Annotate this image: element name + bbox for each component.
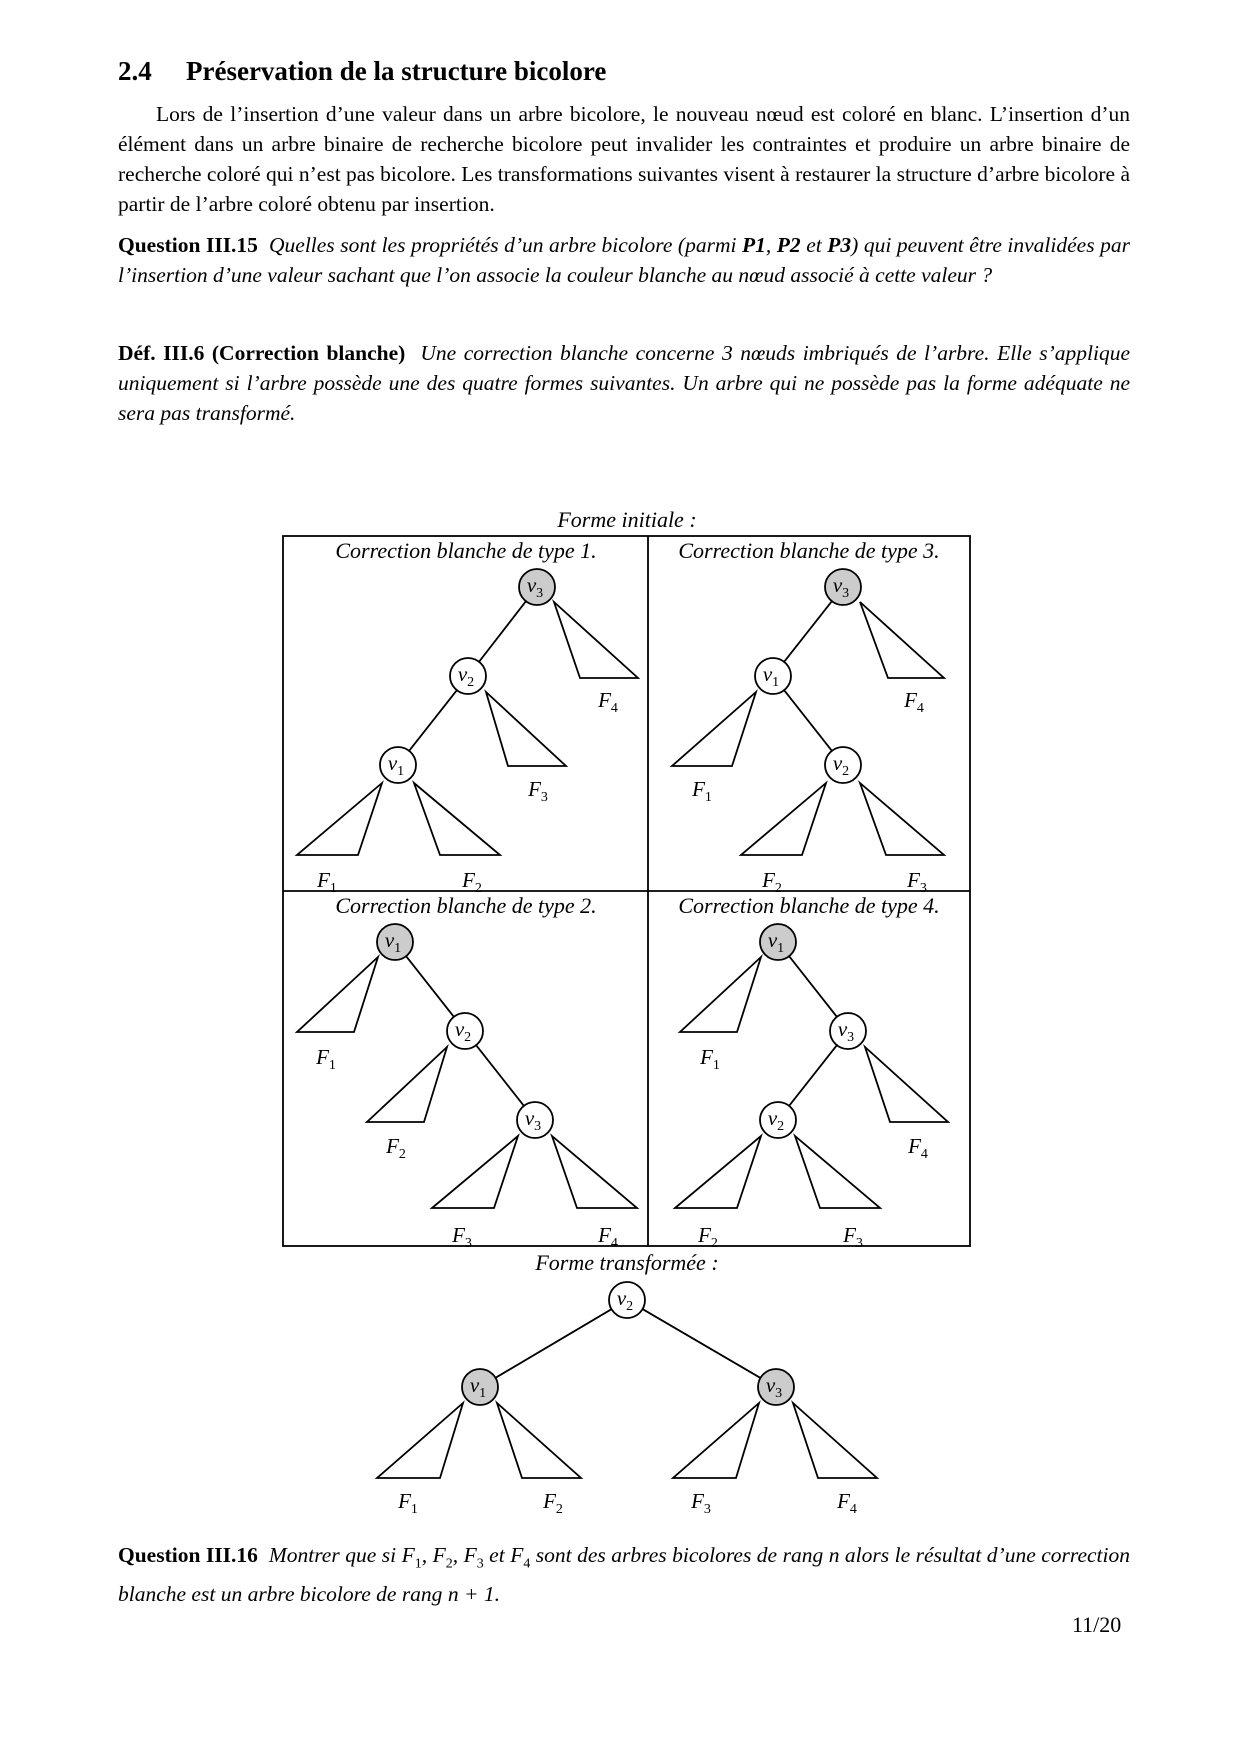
tree-edge (476, 1045, 524, 1106)
node-label-v3: $v_3$ (524, 1106, 542, 1134)
panel-caption-type-2: Correction blanche de type 2. (335, 893, 597, 918)
forest-label-f4: $F_4$ (908, 1134, 928, 1162)
tree-edge (784, 690, 832, 751)
forest-label-f3: $F_3$ (528, 777, 548, 805)
subtree-triangle (673, 1403, 759, 1478)
page-number: 11/20 (1072, 1612, 1122, 1637)
subtree-triangle (675, 1136, 761, 1208)
subtree-triangle (672, 692, 756, 766)
question-label: Question III.16 (118, 1543, 258, 1567)
forest-label-f4: $F_4$ (904, 688, 924, 716)
tree-edge (495, 1309, 611, 1378)
tree-edge (409, 690, 457, 751)
forest-label-f4: $F_4$ (837, 1489, 857, 1517)
node-label-v3: $v_3$ (837, 1017, 855, 1045)
forest-label-f3: $F_3$ (691, 1489, 711, 1517)
forest-label-f1: $F_1$ (692, 777, 712, 805)
forest-label-f4: $F_4$ (598, 1223, 618, 1251)
node-label-v3: $v_3$ (832, 573, 850, 601)
tree-edge (784, 601, 832, 662)
definition-label: Déf. III.6 (Correction blanche) (118, 341, 406, 365)
question-text: Quelles sont les propriétés d’un arbre bicolore (parmi P1, P2 et P3) qui peuvent être invalidées par l’insertion d’une valeur sachant que l’on associe la couleur blanche au nœud associé à cette valeur ? (118, 233, 1130, 287)
subtree-triangle (865, 1047, 948, 1122)
subtree-triangle (486, 692, 566, 766)
node-label-v1: $v_1$ (384, 928, 402, 956)
forest-label-f2: $F_2$ (386, 1134, 406, 1162)
forest-label-f1: $F_1$ (700, 1045, 720, 1073)
node-label-v2: $v_2$ (616, 1286, 634, 1314)
figure-title-initial: Forme initiale : (557, 507, 697, 532)
forest-label-f2: $F_2$ (698, 1223, 718, 1251)
forest-label-f3: $F_3$ (843, 1223, 863, 1251)
subtree-triangle (860, 783, 944, 855)
forest-label-f1: $F_1$ (316, 1045, 336, 1073)
tree-edge (789, 1045, 837, 1106)
panel-caption-type-3: Correction blanche de type 3. (678, 538, 940, 563)
question-iii-16 (118, 1540, 1130, 1609)
forest-label-f2: $F_2$ (462, 868, 482, 896)
node-label-v3: $v_3$ (765, 1373, 783, 1401)
node-label-v3: $v_3$ (526, 573, 544, 601)
tree-edge (643, 1309, 761, 1378)
subtree-triangle (793, 1403, 877, 1478)
subtree-triangle (741, 783, 826, 855)
intro-paragraph: Lors de l’insertion d’une valeur dans un arbre bicolore, le nouveau nœud est coloré en blanc. L’insertion d’un élément dans un arbre binaire de recherche bicolore peut invalider les contraintes et produire un arbre binaire de recherche coloré qui n’est pas bicolore. Les transformations suivantes visent à restaurer la structure d’arbre bicolore à partir de l’arbre coloré obtenu par insertion. (118, 102, 1130, 216)
section-title: Préservation de la structure bicolore (186, 56, 607, 86)
question-text: Montrer que si $F_1$, $F_2$, $F_3$ et $F_4$ sont des arbres bicolores de rang n alors le résultat d’une correction blanche est un arbre bicolore de rang n + 1. (118, 1543, 1130, 1607)
forest-label-f3: $F_3$ (452, 1223, 472, 1251)
subtree-triangle (554, 602, 638, 678)
subtree-triangle (860, 602, 944, 678)
node-label-v1: $v_1$ (762, 662, 780, 690)
subtree-triangle (432, 1136, 518, 1208)
subtree-triangle (297, 783, 382, 855)
forest-label-f2: $F_2$ (762, 868, 782, 896)
panel-caption-type-1: Correction blanche de type 1. (335, 538, 597, 563)
node-label-v1: $v_1$ (387, 751, 405, 779)
node-label-v1: $v_1$ (767, 928, 785, 956)
figure-title-transformed: Forme transformée : (535, 1250, 719, 1275)
subtree-triangle (497, 1403, 581, 1478)
definition-text: Une correction blanche concerne 3 nœuds imbriqués de l’arbre. Elle s’applique uniquement si l’arbre possède une des quatre formes suivantes. Un arbre qui ne possède pas la forme adéquate ne sera pas transformé. (118, 341, 1130, 425)
forest-label-f1: $F_1$ (398, 1489, 418, 1517)
subtree-triangle (297, 957, 378, 1032)
node-label-v2: $v_2$ (457, 662, 475, 690)
forest-label-f3: $F_3$ (907, 868, 927, 896)
forest-label-f4: $F_4$ (598, 688, 618, 716)
tree-edge (479, 601, 526, 662)
section-number: 2.4 (118, 56, 152, 86)
subtree-triangle (680, 957, 761, 1032)
node-label-v2: $v_2$ (767, 1106, 785, 1134)
node-label-v1: $v_1$ (469, 1373, 487, 1401)
tree-edge (789, 956, 837, 1017)
subtree-triangle (795, 1136, 880, 1208)
node-label-v2: $v_2$ (832, 751, 850, 779)
subtree-triangle (377, 1403, 463, 1478)
node-label-v2: $v_2$ (454, 1017, 472, 1045)
forest-label-f2: $F_2$ (543, 1489, 563, 1517)
subtree-triangle (367, 1047, 447, 1122)
forest-label-f1: $F_1$ (317, 868, 337, 896)
subtree-triangle (552, 1136, 637, 1208)
panel-caption-type-4: Correction blanche de type 4. (678, 893, 940, 918)
question-label: Question III.15 (118, 233, 258, 257)
tree-edge (406, 956, 454, 1017)
subtree-triangle (414, 783, 500, 855)
